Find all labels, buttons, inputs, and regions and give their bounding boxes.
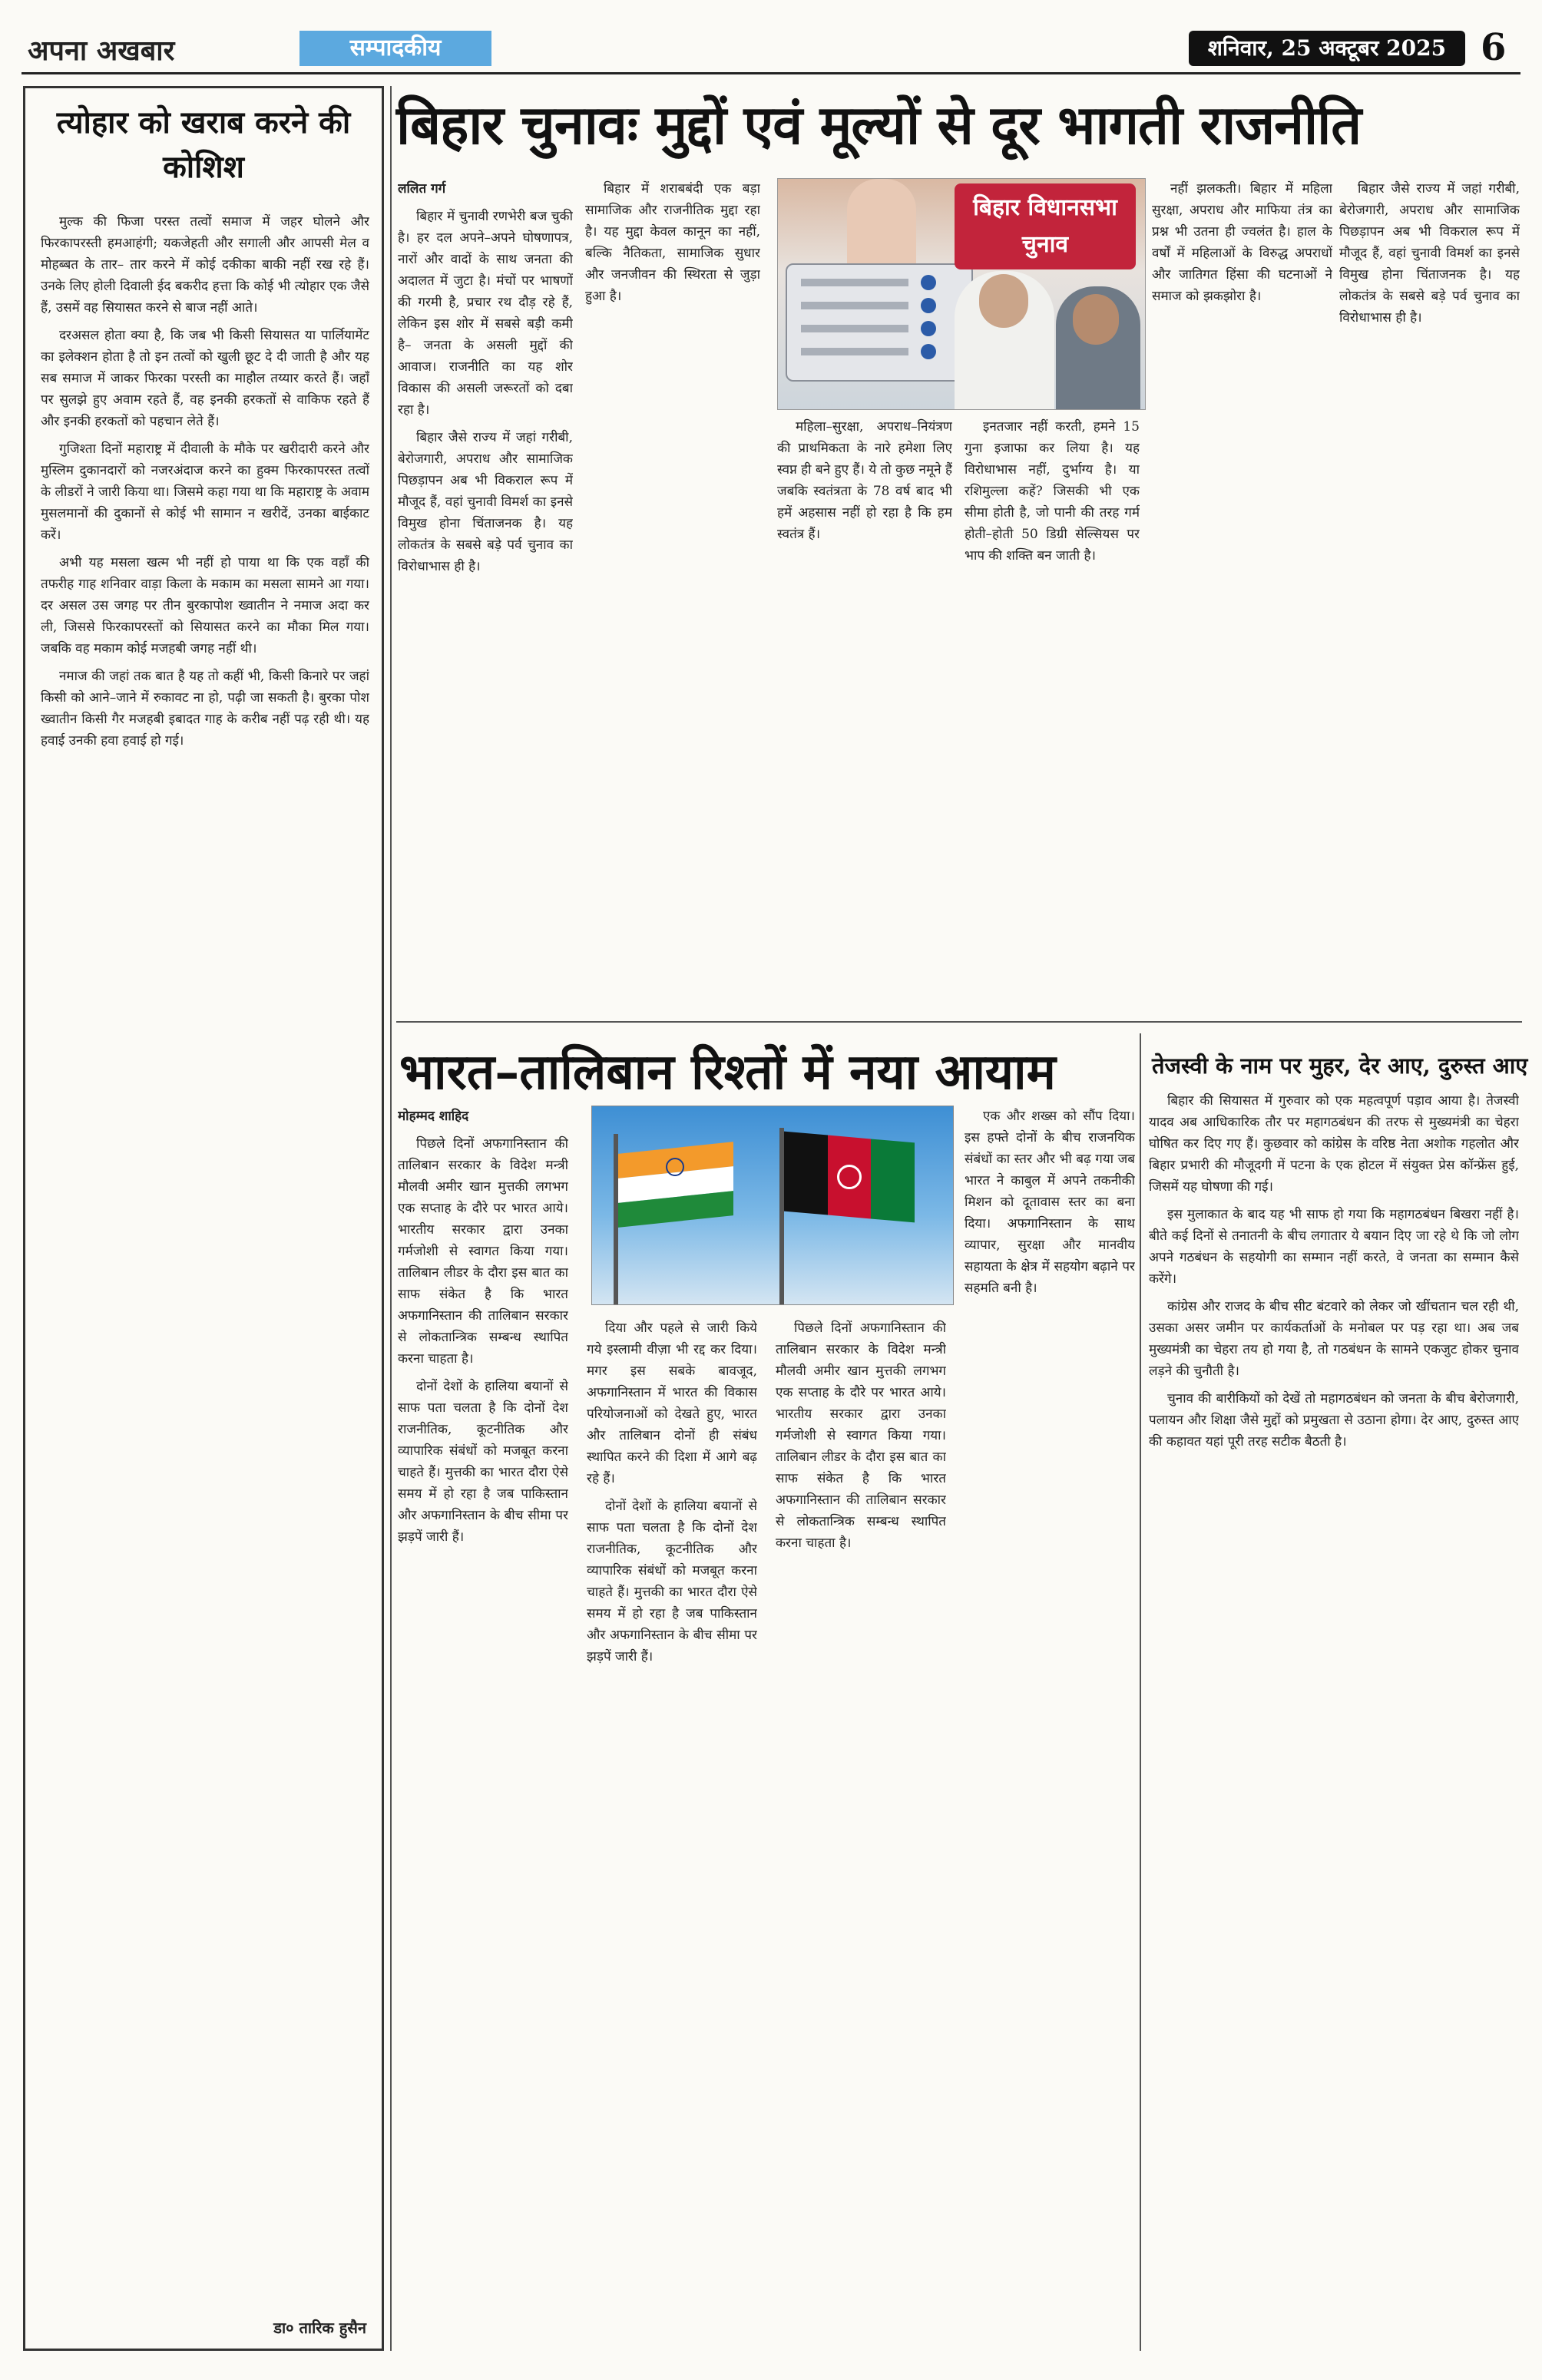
article2-paragraph: पिछले दिनों अफगानिस्तान की तालिबान सरकार के विदेश मन्त्री मौलवी अमीर खान मुत्तकी लगभग एक सप्ताह के दौरे पर भारत आये। भारतीय सरकार द्वारा उनका गर्मजोशी से स्वागत किया गया। तालिबान लीडर के दौरा इस बात का साफ संकेत है कि भारत अफगानिस्तान की तालिबान सरकार से लोकतान्त्रिक सम्बन्ध स्थापित करना चाहता है। [398, 1136, 568, 1367]
article1-column [398, 178, 573, 1015]
election-photo [777, 178, 1146, 410]
article1-paragraph: महिला–सुरक्षा, अपराध–नियंत्रण की प्राथमिकता के नारे हमेशा लिए स्वप्न ही बने हुए हैं। ये तो कुछ नमूने हैं जबकि स्वतंत्रता के 78 वर्ष बाद भी हमें अहसास नहीं हो रहा है कि हम स्वतंत्र हैं। [777, 419, 952, 542]
article2-paragraph: पिछले दिनों अफगानिस्तान की तालिबान सरकार के विदेश मन्त्री मौलवी अमीर खान मुत्तकी लगभग एक सप्ताह के दौरे पर भारत आये। भारतीय सरकार द्वारा उनका गर्मजोशी से स्वागत किया गया। तालिबान लीडर के दौरा इस बात का साफ संकेत है कि भारत अफगानिस्तान की तालिबान सरकार से लोकतान्त्रिक सम्बन्ध स्थापित करना चाहता है। [776, 1321, 946, 1551]
afghan-emblem-icon [837, 1165, 862, 1189]
sidebar-paragraph: गुजिश्ता दिनों महाराष्ट्र में दीवाली के मौके पर खरीदारी करने और मुस्लिम दुकानदारों को नजरअंदाज करने का हुक्म फिरकापरस्त तत्वों के लीडरों ने जारी किया था। जिसमे कहा गया था कि महाराष्ट्र के अवाम मुसलमानों की दुकानों से कोई भी सामान न खरीदें, उनका बाईकाट करें। [41, 441, 369, 543]
politician-head [979, 274, 1028, 328]
sidebar-headline: त्योहार को खराब करने की कोशिश [56, 104, 351, 185]
politician-head [1073, 294, 1119, 345]
sidebar-paragraph: अभी यह मसला खत्म भी नहीं हो पाया था कि एक वहाँ की तफरीह गाह शनिवार वाड़ा किला के मकाम का मसला सामने आ गया। दर असल उस जगह पर तीन बुरकापोश ख्वातीन ने नमाज अदा कर ली, जिससे फिरकापरस्तों को सियासत करने का मौका मिल गया। जबकि वह मकाम कोई मजहबी जगह नहीं थी। [41, 555, 369, 656]
masthead [22, 28, 1520, 74]
issue-date: शनिवार, 25 अक्टूबर 2025 [1189, 31, 1465, 66]
article2-column [587, 1317, 757, 2349]
page-number: 6 [1481, 26, 1507, 69]
article2-paragraph: दोनों देशों के हालिया बयानों से साफ पता चलता है कि दोनों देश राजनीतिक, कूटनीतिक और व्यापारिक संबंधों को मजबूत करना चाहते हैं। मुत्तकी का भारत दौरा ऐसे समय में हो रहा है जब पाकिस्तान और अफगानिस्तान के बीच सीमा पर झड़पें जारी हैं। [587, 1499, 757, 1664]
article2-column [965, 1106, 1135, 2349]
article1-column [1339, 178, 1520, 1015]
voter-finger-image [847, 179, 916, 271]
sidebar-editorial [23, 86, 384, 2351]
article1-byline: ललित गर्ग [398, 181, 446, 197]
article2-paragraph: दोनों देशों के हालिया बयानों से साफ पता चलता है कि दोनों देश राजनीतिक, कूटनीतिक और व्यापारिक संबंधों को मजबूत करना चाहते हैं। मुत्तकी का भारत दौरा ऐसे समय में हो रहा है जब पाकिस्तान और अफगानिस्तान के बीच सीमा पर झड़पें जारी हैं। [398, 1379, 568, 1545]
article1-headline: बिहार चुनावः मुद्दों एवं मूल्यों से दूर भागती राजनीति [396, 93, 1362, 157]
column-divider [390, 86, 392, 2351]
article3-body [1149, 1090, 1519, 2349]
article2-column [776, 1317, 946, 2349]
article1-paragraph: बिहार में शराबबंदी एक बड़ा सामाजिक और राजनीतिक मुद्दा रहा है। यह मुद्दा केवल कानून का नहीं, बल्कि नैतिकता, सामाजिक सुधार और जनजीवन की स्थिरता से जुड़ा हुआ है। [585, 181, 760, 304]
sidebar-body [41, 211, 369, 2284]
article1-paragraph: बिहार जैसे राज्य में जहां गरीबी, बेरोजगारी, अपराध और सामाजिक पिछड़ापन अब भी विकराल रूप में मौजूद हैं, वहां चुनावी विमर्श का इनसे विमुख होना चिंताजनक है। यह लोकतंत्र के सबसे बड़े पर्व चुनाव का विरोधाभास ही है। [398, 430, 573, 574]
sidebar-byline: डा० तारिक हुसैन [273, 2319, 366, 2337]
voting-machine-image [786, 263, 973, 382]
india-flag-icon [618, 1142, 733, 1228]
section-label: सम्पादकीय [299, 31, 491, 66]
article3-paragraph: बिहार की सियासत में गुरुवार को एक महत्वपूर्ण पड़ाव आया है। तेजस्वी यादव अब आधिकारिक तौर पर महागठबंधन की तरफ से मुख्यमंत्री का चेहरा घोषित कर दिए गए हैं। कुछवार को कांग्रेस के वरिष्ठ नेता अशोक गहलोत और बिहार प्रभारी की मौजूदगी में पटना के एक होटल में संयुक्त प्रेस कॉन्फ्रेंस हुई, जिसमें यह घोषणा की गई। [1149, 1093, 1519, 1195]
newspaper-brand: अपना अखबार [28, 35, 175, 67]
article1-paragraph: बिहार में चुनावी रणभेरी बज चुकी है। हर दल अपने–अपने घोषणापत्र, नारों और वादों के साथ जनता की अदालत में जुटा है। मंचों पर भाषणों की गरमी है, प्रचार रथ दौड़ रहे हैं, लेकिन इस शोर में सबसे बड़ी कमी है– जनता के असली मुद्दों की आवाज। राजनीति का यह शोर विकास की असली जरूरतों को दबा रहा है। [398, 209, 573, 418]
sidebar-paragraph: दरअसल होता क्या है, कि जब भी किसी सियासत या पार्लियामेंट का इलेक्शन होता है तो इन तत्वों को खुली छूट दे दी जाती है और यह सब समाज में जाकर फिरका परस्ती का माहौल तय्यार करते हैं। जहाँ पर सुलझे हुए अवाम रहते हैं, वह इनकी हरकतों से वाकिफ रहते हैं और इनकी हरकतों को पहचान लेते हैं। [41, 328, 369, 429]
flags-photo [591, 1106, 954, 1305]
sidebar-paragraph: मुल्क की फिजा परस्त तत्वों समाज में जहर घोलने और फिरकापरस्ती हमआहंगी; यकजेहती और सगाली और आपसी मेल व मोहब्बत के तार– तार करने में कोई दकीका बाकी नहीं रख रहे हैं। उनके लिए होली दिवाली ईद बकरीद हत्ता कि कोई भी त्योहार एक जैसे हैं, उसमें वह सियासत करने से बाज नहीं आते। [41, 214, 369, 316]
article3-paragraph: कांग्रेस और राजद के बीच सीट बंटवारे को लेकर जो खींचतान चल रही थी, उसका असर जमीन पर कार्यकर्ताओं के मनोबल पर पड़ रहा था। अब जब मुख्यमंत्री का चेहरा तय हो गया है, तो गठबंधन के सामने एकजुट होकर चुनाव लड़ने की चुनौती है। [1149, 1299, 1519, 1379]
article2-paragraph: एक और शख्स को सौंप दिया। इस हफ्ते दोनों के बीच राजनयिक संबंधों का स्तर और भी बढ़ गया जब भारत ने काबुल में अपने तकनीकी मिशन को दूतावास स्तर का बना दिया। अफगानिस्तान के साथ व्यापार, सुरक्षा और मानवीय सहायता के क्षेत्र में सहयोग बढ़ाने पर सहमति बनी है। [965, 1109, 1135, 1296]
photo-caption-banner [955, 183, 1136, 269]
article2-headline: भारत–तालिबान रिश्तों में नया आयाम [399, 1043, 1056, 1101]
article2-column [398, 1106, 568, 2349]
article3-headline: तेजस्वी के नाम पर मुहर, देर आए, दुरुस्त आए [1152, 1053, 1528, 1079]
article1-column [1152, 178, 1332, 1015]
article1-column [585, 178, 760, 1015]
section-divider [396, 1021, 1522, 1023]
article3-paragraph: चुनाव की बारीकियों को देखें तो महागठबंधन को जनता के बीच बेरोजगारी, पलायन और शिक्षा जैसे मुद्दों को प्रमुखता से उठाना होगा। देर आए, दुरुस्त आए की कहावत यहां पूरी तरह सटीक बैठती है। [1149, 1391, 1519, 1449]
article1-paragraph: बिहार जैसे राज्य में जहां गरीबी, बेरोजगारी, अपराध और सामाजिक पिछड़ापन अब भी विकराल रूप में मौजूद हैं, वहां चुनावी विमर्श का इनसे विमुख होना चिंताजनक है। यह लोकतंत्र के सबसे बड़े पर्व चुनाव का विरोधाभास ही है। [1339, 181, 1520, 326]
sidebar-paragraph: नमाज की जहां तक बात है यह तो कहीं भी, किसी किनारे पर जहां किसी को आने–जाने में रुकावट ना हो, पढ़ी जा सकती है। बुरका पोश ख्वातीन किसी गैर मजहबी इबादत गाह के करीब नहीं पढ़ रही थी। यह हवाई उनकी हवा हवाई हो गई। [41, 669, 369, 749]
article2-paragraph: दिया और पहले से जारी किये गये इस्लामी वीज़ा भी रद्द कर दिया। मगर इस सबके बावजूद, अफगानिस्तान में भारत की विकास परियोजनाओं को देखते हुए, भारत और तालिबान दोनों ही संबंध स्थापित करने की दिशा में आगे बढ़ रहे हैं। [587, 1321, 757, 1486]
photo-caption: बिहार विधानसभा चुनाव [973, 194, 1117, 258]
article1-paragraph: नहीं झलकती। बिहार में महिला सुरक्षा, अपराध और माफिया तंत्र का प्रश्न भी उतना ही ज्वलंत है। हाल के वर्षों में महिलाओं के विरुद्ध अपराधों और जातिगत हिंसा की घटनाओं ने समाज को झकझोरा है। [1152, 181, 1332, 304]
column-divider [1140, 1033, 1141, 2351]
article3-paragraph: इस मुलाकात के बाद यह भी साफ हो गया कि महागठबंधन बिखरा नहीं है। बीते कई दिनों से तनातनी के बीच लगातार ये बयान दिए जा रहे थे कि जो लोग अपने गठबंधन के सहयोगी का सम्मान नहीं करते, वे जनता का सम्मान कैसे करेंगे। [1149, 1207, 1519, 1287]
article1-paragraph: इनतजार नहीं करती, हमने 15 गुना इजाफा कर लिया है। यह विरोधाभास नहीं, दुर्भाग्य है। या रशिमुल्ला कहें? जिसकी भी एक सीमा होती है, जो पानी की तरह गर्म होती–होती 50 डिग्री सेल्सियस पर भाप की शक्ति बन जाती है। [965, 419, 1140, 564]
article2-byline: मोहम्मद शाहिद [398, 1109, 469, 1124]
ashoka-chakra-icon [666, 1158, 684, 1176]
article1-column [965, 416, 1140, 1015]
article1-column [777, 416, 952, 1015]
